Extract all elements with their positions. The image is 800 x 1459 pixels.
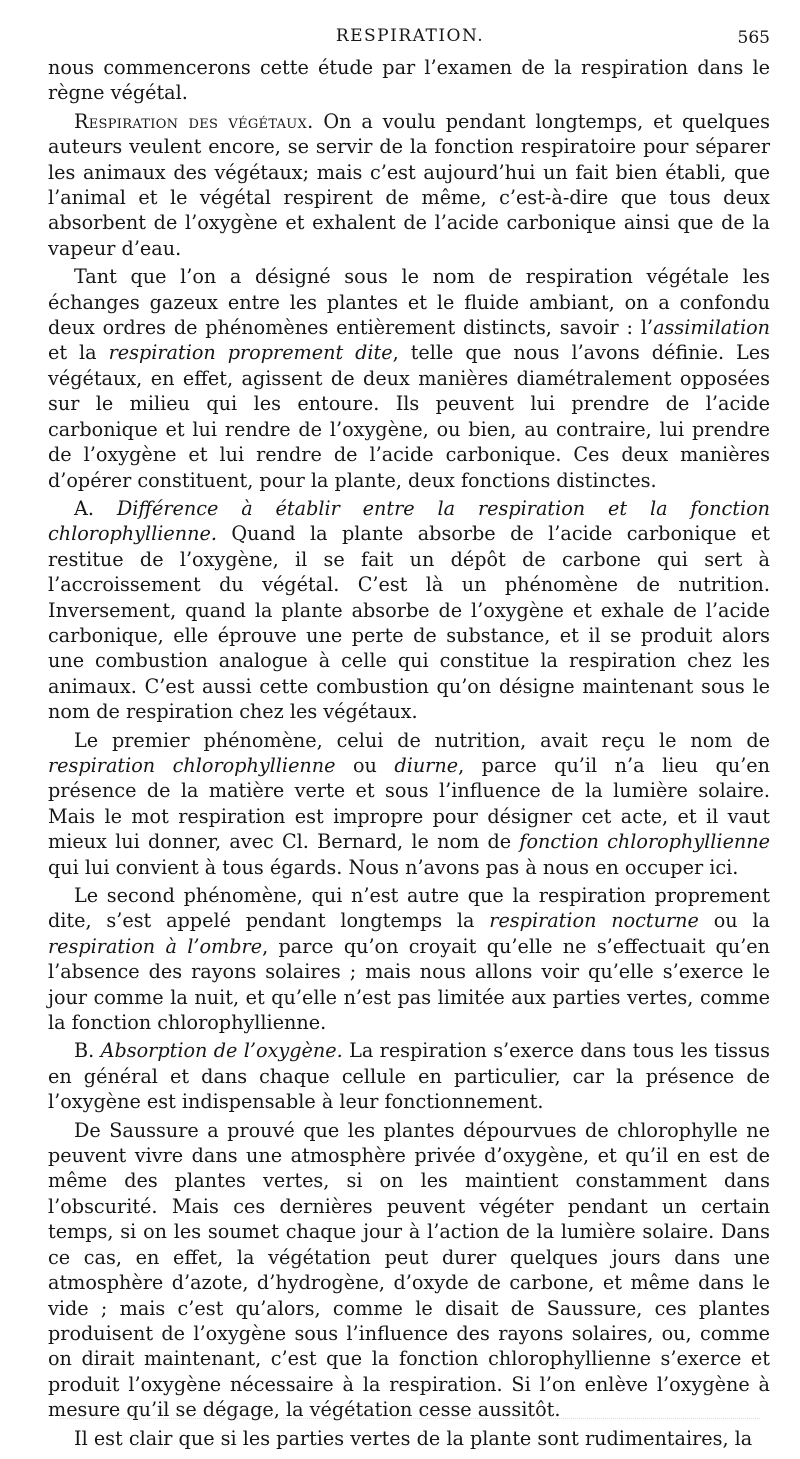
italic-term: respiration chlorophyllienne xyxy=(48,753,336,777)
running-title: RESPIRATION. xyxy=(335,26,485,46)
italic-term: respiration à l’ombre xyxy=(48,934,263,958)
scan-artifact-line xyxy=(60,1418,760,1425)
section-heading: Respiration des végétaux. xyxy=(74,109,314,133)
paragraph-text: Il est clair que si les parties vertes de la plante sont rudimentaires, la xyxy=(74,1426,753,1450)
section-label: A. xyxy=(74,496,94,520)
paragraph-section-a xyxy=(48,496,770,725)
section-heading: Absorption de l’oxygène. xyxy=(100,1039,343,1063)
paragraph-text: , parce qu’on croyait qu’elle ne s’effectuait qu’en l’absence des rayons solaires ; mais nous allons voir qu’elle s’exerce le jour comme la nuit, et qu’elle n’est pas limitée aux parties vertes, comme la fonction chlorophyllienne. xyxy=(48,934,771,1035)
paragraph-text: Le second phénomène, qui n’est autre que la respiration proprement dite, s’est appelé pendant longtemps la xyxy=(48,884,770,933)
paragraph-text: La respiration s’exerce dans tous les tissus en général et dans chaque cellule en particulier, car la présence de l’oxygène est indispensable à leur fonctionnement. xyxy=(48,1039,771,1114)
paragraph-second-phenomene xyxy=(48,883,770,1035)
page-number: 565 xyxy=(737,28,770,48)
paragraph-de-saussure xyxy=(48,1118,770,1423)
paragraph-text: ou xyxy=(335,753,395,777)
paragraph-respiration-vegetaux xyxy=(48,109,770,261)
paragraph-echanges-gazeux xyxy=(48,264,770,493)
italic-term: respiration proprement dite xyxy=(108,341,393,365)
paragraph-text: ou la xyxy=(698,909,770,933)
paragraph-text: , telle que nous l’avons définie. Les végétaux, en effet, agissent de deux manières diamétralement opposées sur le milieu qui les entoure. Ils peuvent lui prendre de l’acide carbonique et lui rendre de l’oxygène, ou bien, au contraire, lui prendre de l’oxygène et lui rendre de l’acide carbonique. Ces deux manières d’opérer constituent, pour la plante, deux fonctions distinctes. xyxy=(48,341,770,492)
paragraph-section-b xyxy=(48,1038,770,1114)
italic-term: assimilation xyxy=(653,316,770,340)
paragraph-text: et la xyxy=(48,341,109,365)
section-heading: Différence à établir entre la respiration et la fonction chlorophyllienne. xyxy=(48,496,771,546)
section-label: B. xyxy=(74,1039,95,1063)
paragraph-final xyxy=(48,1426,770,1451)
page-header xyxy=(50,26,770,56)
paragraph-continuation xyxy=(48,55,770,106)
paragraph-text: De Saussure a prouvé que les plantes dépourvues de chlorophylle ne peuvent vivre dans une atmosphère privée d’oxygène, et qu’il en est de même des plantes vertes, si on les maintient constamment dans l’obscurité. Mais ces dernières peuvent végéter pendant un certain temps, si on les soumet chaque jour à l’action de la lumière solaire. Dans ce cas, en effet, la végétation peut durer quelques jours dans une atmosphère d’azote, d’hydrogène, d’oxyde de carbone, et même dans le vide ; mais c’est qu’alors, comme le disait de Saussure, ces plantes produisent de l’oxygène sous l’influence des rayons solaires, ou, comme on dirait maintenant, c’est que la fonction chlorophyllienne s’exerce et produit l’oxygène nécessaire à la respiration. Si l’on enlève l’oxygène à mesure qu’il se dégage, la végétation cesse aussitôt. xyxy=(48,1118,770,1422)
italic-term: fonction chlorophyllienne xyxy=(519,830,770,854)
paragraph-text: , parce qu’il n’a lieu qu’en présence de la matière verte et sous l’influence de la lumière solaire. Mais le mot respiration est impropre pour désigner cet acte, et il vaut mieux lui donner, avec Cl. Bernard, le nom de xyxy=(48,753,771,854)
paragraph-premier-phenomene xyxy=(48,728,770,880)
paragraph-text: Quand la plante absorbe de l’acide carbonique et restitue de l’oxygène, il se fait un dépôt de carbone qui sert à l’accroissement du végétal. C’est là un phénomène de nutrition. Inversement, quand la plante absorbe de l’oxygène et exhale de l’acide carbonique, elle éprouve une perte de substance, et il se produit alors une combustion analogue à celle qui constitue la respiration chez les animaux. C’est aussi cette combustion qu’on désigne maintenant sous le nom de respiration chez les végétaux. xyxy=(48,522,770,724)
paragraph-text: qui lui convient à tous égards. Nous n’avons pas à nous en occuper ici. xyxy=(48,855,739,879)
paragraph-text: Le premier phénomène, celui de nutrition, avait reçu le nom de xyxy=(74,728,770,752)
paragraph-text: On a voulu pendant longtemps, et quelques auteurs veulent encore, se servir de la fonction respiratoire pour séparer les animaux des végétaux; mais c’est aujourd’hui un fait bien établi, que l’animal et le végétal respirent de même, c’est-à-dire que tous deux absorbent de l’oxygène et exhalent de l’acide carbonique ainsi que de la vapeur d’eau. xyxy=(48,109,770,260)
italic-term: respiration nocturne xyxy=(489,909,699,933)
body-text xyxy=(48,55,770,1454)
italic-term: diurne xyxy=(394,753,459,777)
paragraph-text: nous commencerons cette étude par l’examen de la respiration dans le règne végétal. xyxy=(48,56,770,105)
paragraph-text: Tant que l’on a désigné sous le nom de respiration végétale les échanges gazeux entre les plantes et le fluide ambiant, on a confondu deux ordres de phénomènes entièrement distincts, savoir : l’ xyxy=(48,265,770,340)
